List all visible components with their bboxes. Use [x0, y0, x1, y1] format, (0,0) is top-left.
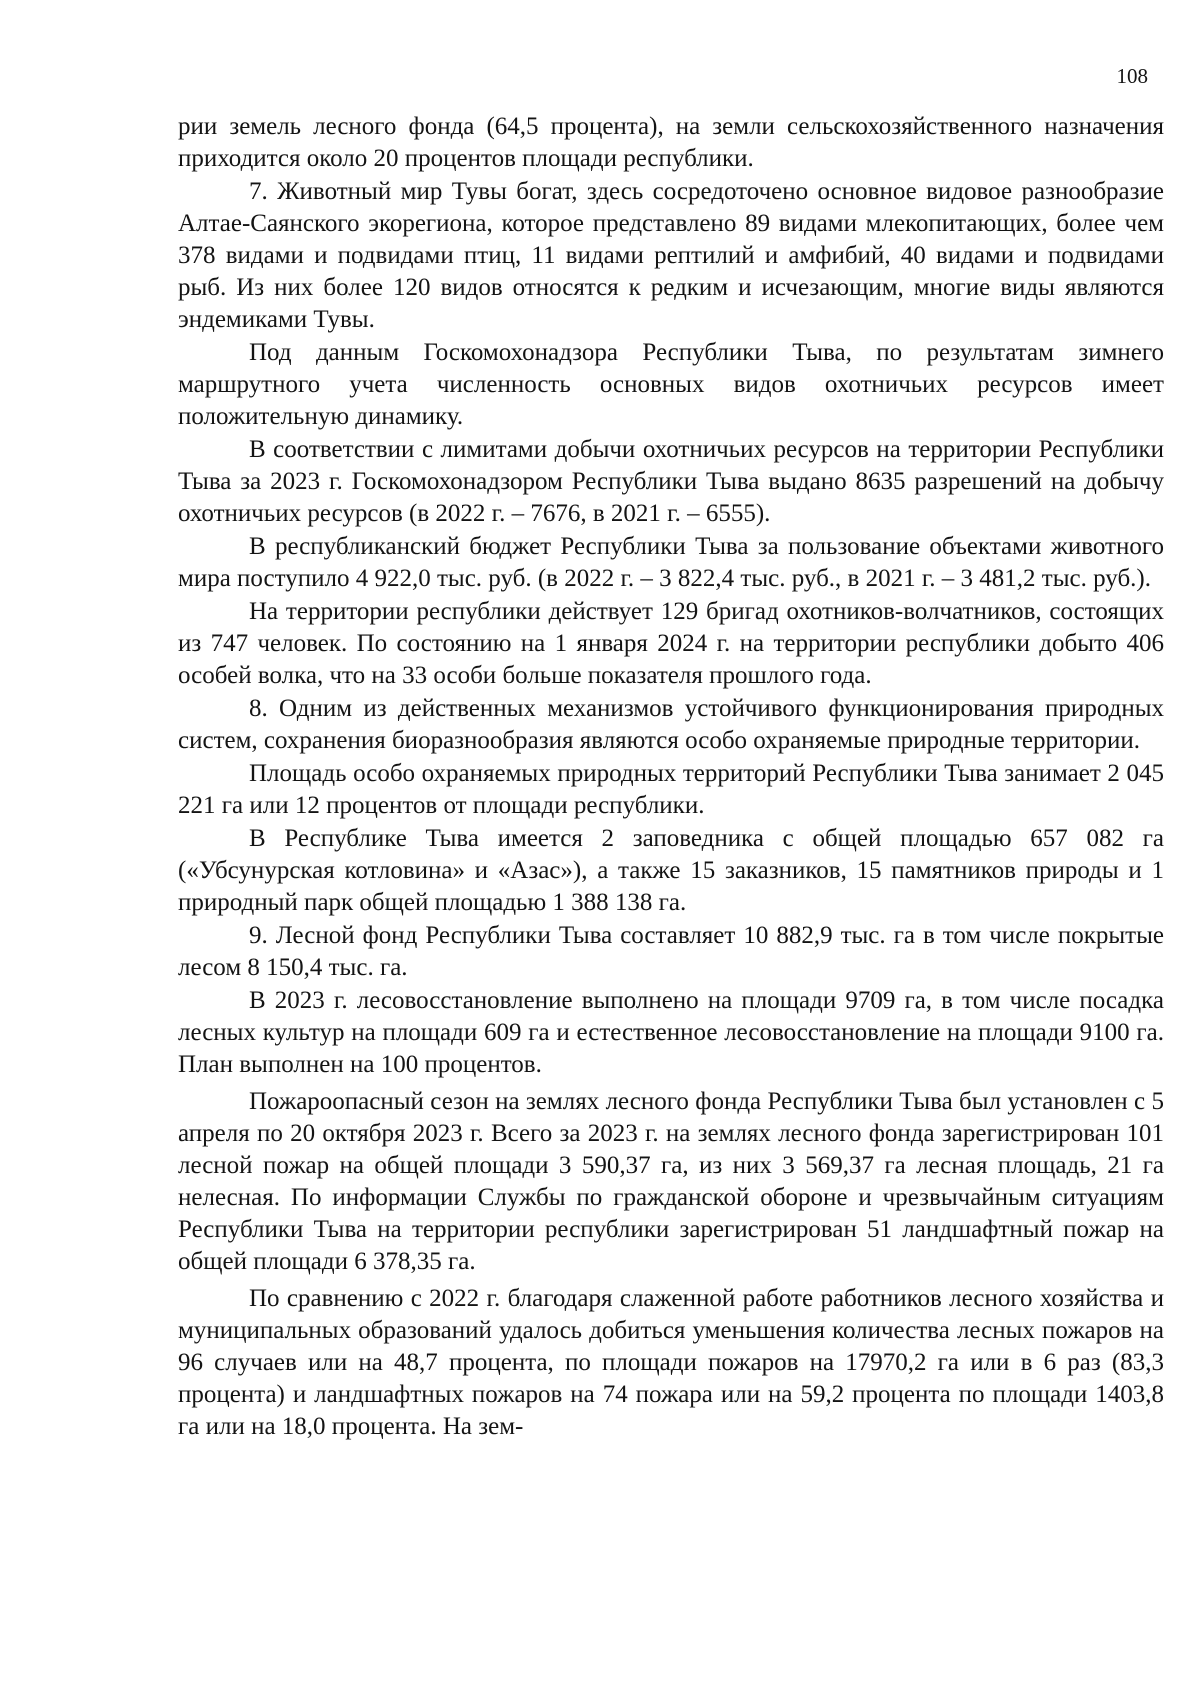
paragraph-reserves: В Республике Тыва имеется 2 заповедника с общей площадью 657 082 га («Убсунурская котловина» и «Азас»), а также 15 заказников, 15 памятников природы и 1 природный парк общей площадью 1 388 138 га. [178, 825, 1164, 916]
paragraph-continuation: рии земель лесного фонда (64,5 процента), на земли сельскохозяйственного назначения приходится около 20 процентов площади республики. [178, 113, 1164, 172]
paragraph-fire-comparison: По сравнению с 2022 г. благодаря слаженной работе работников лесного хозяйства и муниципальных образований удалось добиться уменьшения количества лесных пожаров на 96 случаев или на 48,7 процента, по площади пожаров на 17970,2 га или в 6 раз (83,3 процента) и ландшафтных пожаров на 74 пожара или на 59,2 процента по площади 1403,8 га или на 18,0 процента. На зем- [178, 1285, 1164, 1440]
paragraph-hunting-permits: В соответствии с лимитами добычи охотничьих ресурсов на территории Республики Тыва за 2023 г. Госкомохонадзором Республики Тыва выдано 8635 разрешений на добычу охотничьих ресурсов (в 2022 г. – 7676, в 2021 г. – 6555). [178, 436, 1164, 527]
paragraph-protected-areas-intro: 8. Одним из действенных механизмов устойчивого функционирования природных систем, сохранения биоразнообразия являются особо охраняемые природные территории. [178, 695, 1164, 754]
paragraph-budget: В республиканский бюджет Республики Тыва за пользование объектами животного мира поступило 4 922,0 тыс. руб. (в 2022 г. – 3 822,4 тыс. руб., в 2021 г. – 3 481,2 тыс. руб.). [178, 533, 1164, 592]
paragraph-reforestation: В 2023 г. лесовосстановление выполнено на площади 9709 га, в том числе посадка лесных культур на площади 609 га и естественное лесовосстановление на площади 9100 га. План выполнен на 100 процентов. [178, 987, 1164, 1078]
paragraph-winter-count: Под данным Госкомохонадзора Республики Тыва, по результатам зимнего маршрутного учета численность основных видов охотничьих ресурсов имеет положительную динамику. [178, 339, 1164, 430]
paragraph-fauna: 7. Животный мир Тувы богат, здесь сосредоточено основное видовое разнообразие Алтае-Саянского экорегиона, которое представлено 89 видами млекопитающих, более чем 378 видами и подвидами птиц, 11 видами рептилий и амфибий, 40 видами и подвидами рыб. Из них более 120 видов относятся к редким и исчезающим, многие виды являются эндемиками Тувы. [178, 178, 1164, 333]
paragraph-fire-season: Пожароопасный сезон на землях лесного фонда Республики Тыва был установлен с 5 апреля по 20 октября 2023 г. Всего за 2023 г. на землях лесного фонда зарегистрирован 101 лесной пожар на общей площади 3 590,37 га, из них 3 569,37 га лесная площадь, 21 га нелесная. По информации Службы по гражданской обороне и чрезвычайным ситуациям Республики Тыва на территории республики зарегистрирован 51 ландшафтный пожар на общей площади 6 378,35 га. [178, 1088, 1164, 1275]
paragraph-forest-fund: 9. Лесной фонд Республики Тыва составляет 10 882,9 тыс. га в том числе покрытые лесом 8 150,4 тыс. га. [178, 922, 1164, 981]
paragraph-protected-areas-size: Площадь особо охраняемых природных территорий Республики Тыва занимает 2 045 221 га или 12 процентов от площади республики. [178, 760, 1164, 819]
page-number: 108 [1116, 64, 1148, 88]
paragraph-wolf-hunters: На территории республики действует 129 бригад охотников-волчатников, состоящих из 747 человек. По состоянию на 1 января 2024 г. на территории республики добыто 406 особей волка, что на 33 особи больше показателя прошлого года. [178, 598, 1164, 689]
body-text [178, 111, 1164, 1444]
